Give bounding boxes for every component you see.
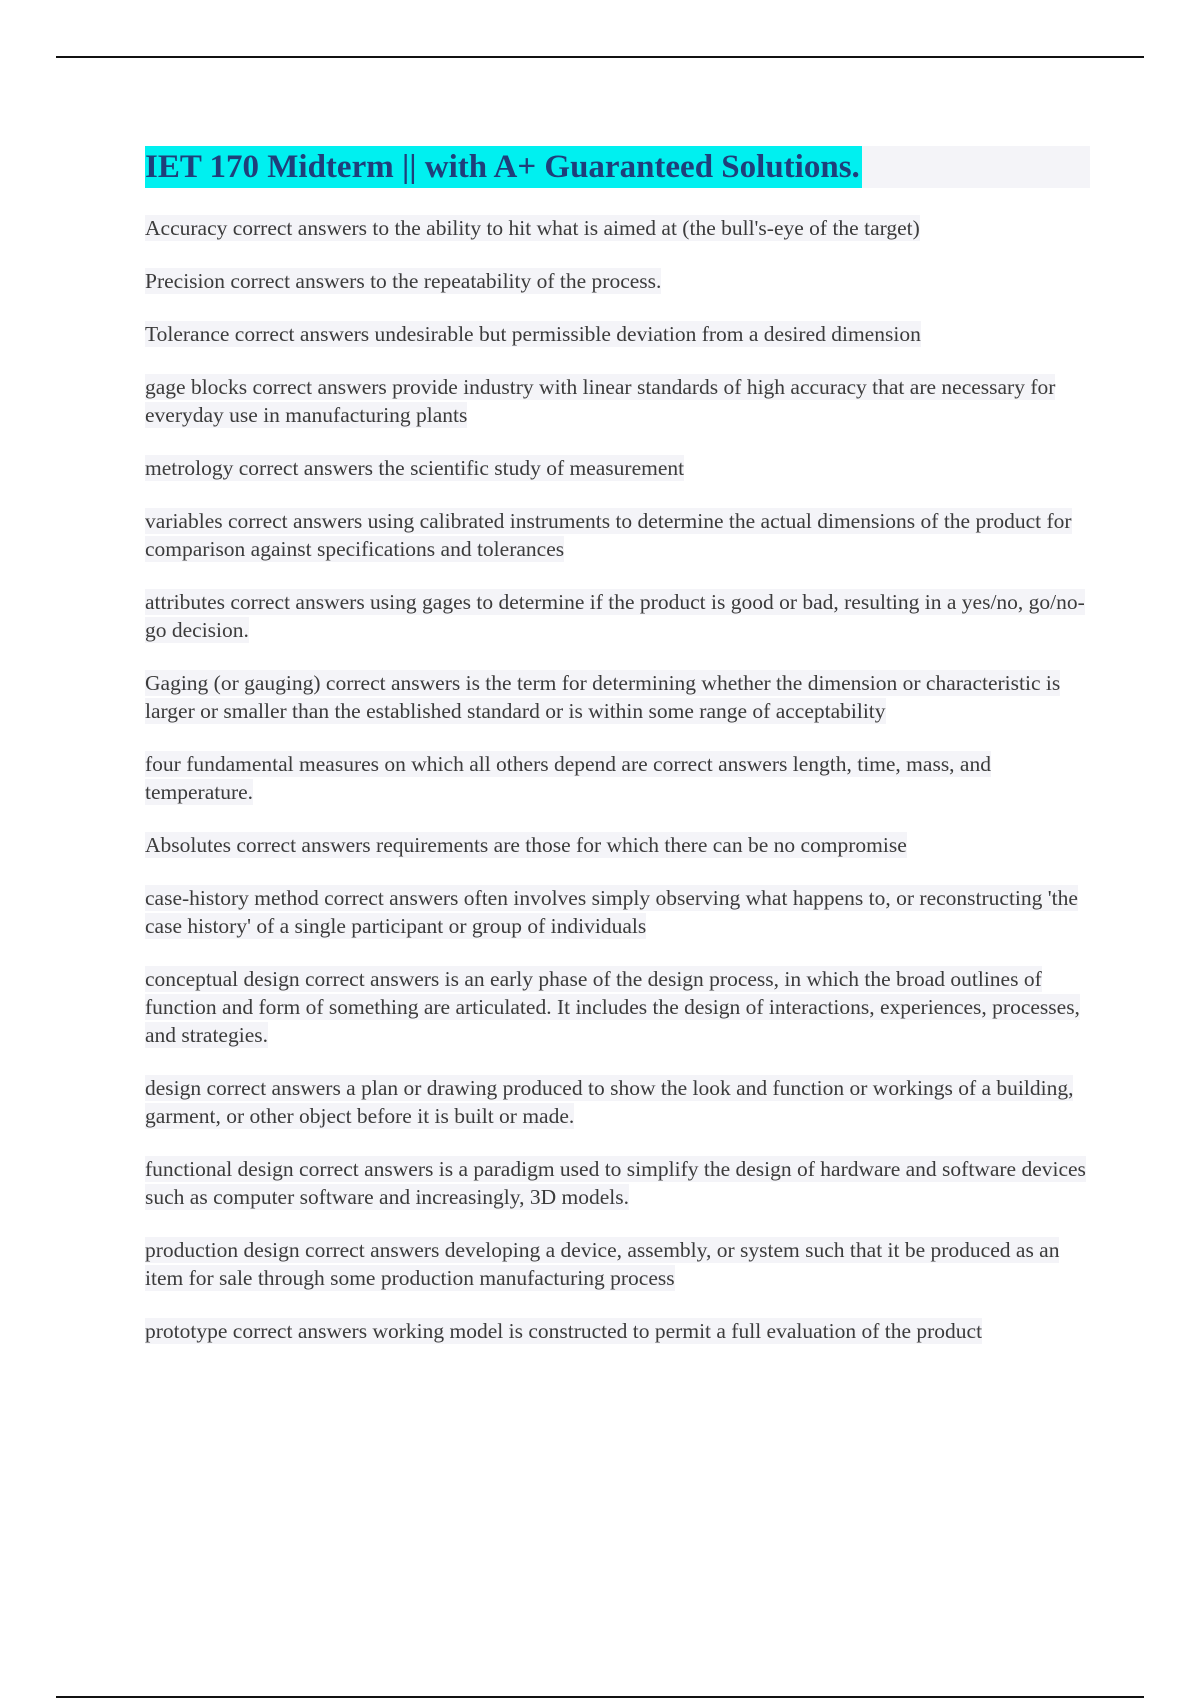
entry-text: Absolutes correct answers requirements are those for which there can be no compromise xyxy=(145,833,907,857)
entry-fundamental-measures xyxy=(145,750,1090,806)
entry-design xyxy=(145,1074,1090,1130)
entry-tolerance xyxy=(145,320,1090,348)
entry-functional-design xyxy=(145,1155,1090,1211)
entry-text: conceptual design correct answers is an early phase of the design process, in which the broad outlines of function and form of something are articulated. It includes the design of interactions, experiences, processes, and strategies. xyxy=(145,967,1080,1047)
entry-gage-blocks xyxy=(145,373,1090,429)
entry-case-history xyxy=(145,884,1090,940)
entry-text: prototype correct answers working model is constructed to permit a full evaluation of the product xyxy=(145,1319,983,1343)
entry-text: functional design correct answers is a paradigm used to simplify the design of hardware and software devices such as computer software and increasingly, 3D models. xyxy=(145,1157,1086,1209)
entry-text: variables correct answers using calibrated instruments to determine the actual dimensions of the product for comparison against specifications and tolerances xyxy=(145,509,1072,561)
entry-text: Precision correct answers to the repeatability of the process. xyxy=(145,269,662,293)
entry-text: Tolerance correct answers undesirable but permissible deviation from a desired dimension xyxy=(145,322,921,346)
entry-prototype xyxy=(145,1317,1090,1345)
entry-text: gage blocks correct answers provide industry with linear standards of high accuracy that are necessary for everyday use in manufacturing plants xyxy=(145,375,1056,427)
entry-text: production design correct answers developing a device, assembly, or system such that it be produced as an item for sale through some production manufacturing process xyxy=(145,1238,1060,1290)
entry-absolutes xyxy=(145,831,1090,859)
entry-text: metrology correct answers the scientific study of measurement xyxy=(145,456,685,480)
entry-text: attributes correct answers using gages to determine if the product is good or bad, resulting in a yes/no, go/no-go decision. xyxy=(145,590,1085,642)
entry-text: case-history method correct answers often involves simply observing what happens to, or reconstructing 'the case history' of a single participant or group of individuals xyxy=(145,886,1078,938)
entry-metrology xyxy=(145,454,1090,482)
entry-text: Accuracy correct answers to the ability to hit what is aimed at (the bull's-eye of the target) xyxy=(145,216,920,240)
entry-gaging xyxy=(145,669,1090,725)
entry-precision xyxy=(145,267,1090,295)
entry-text: design correct answers a plan or drawing produced to show the look and function or workings of a building, garment, or other object before it is built or made. xyxy=(145,1076,1074,1128)
entry-accuracy xyxy=(145,214,1090,242)
top-rule xyxy=(56,56,1144,58)
document-title: IET 170 Midterm || with A+ Guaranteed Solutions. xyxy=(145,146,862,188)
entry-text: four fundamental measures on which all others depend are correct answers length, time, mass, and temperature. xyxy=(145,752,991,804)
bottom-rule xyxy=(56,1696,1144,1698)
entry-attributes xyxy=(145,588,1090,644)
entry-variables xyxy=(145,507,1090,563)
entry-conceptual-design xyxy=(145,965,1090,1049)
title-band xyxy=(145,146,1090,188)
entries-list xyxy=(145,214,1090,1345)
entry-production-design xyxy=(145,1236,1090,1292)
document-body xyxy=(145,146,1090,1370)
entry-text: Gaging (or gauging) correct answers is the term for determining whether the dimension or characteristic is larger or smaller than the established standard or is within some range of acceptability xyxy=(145,671,1061,723)
